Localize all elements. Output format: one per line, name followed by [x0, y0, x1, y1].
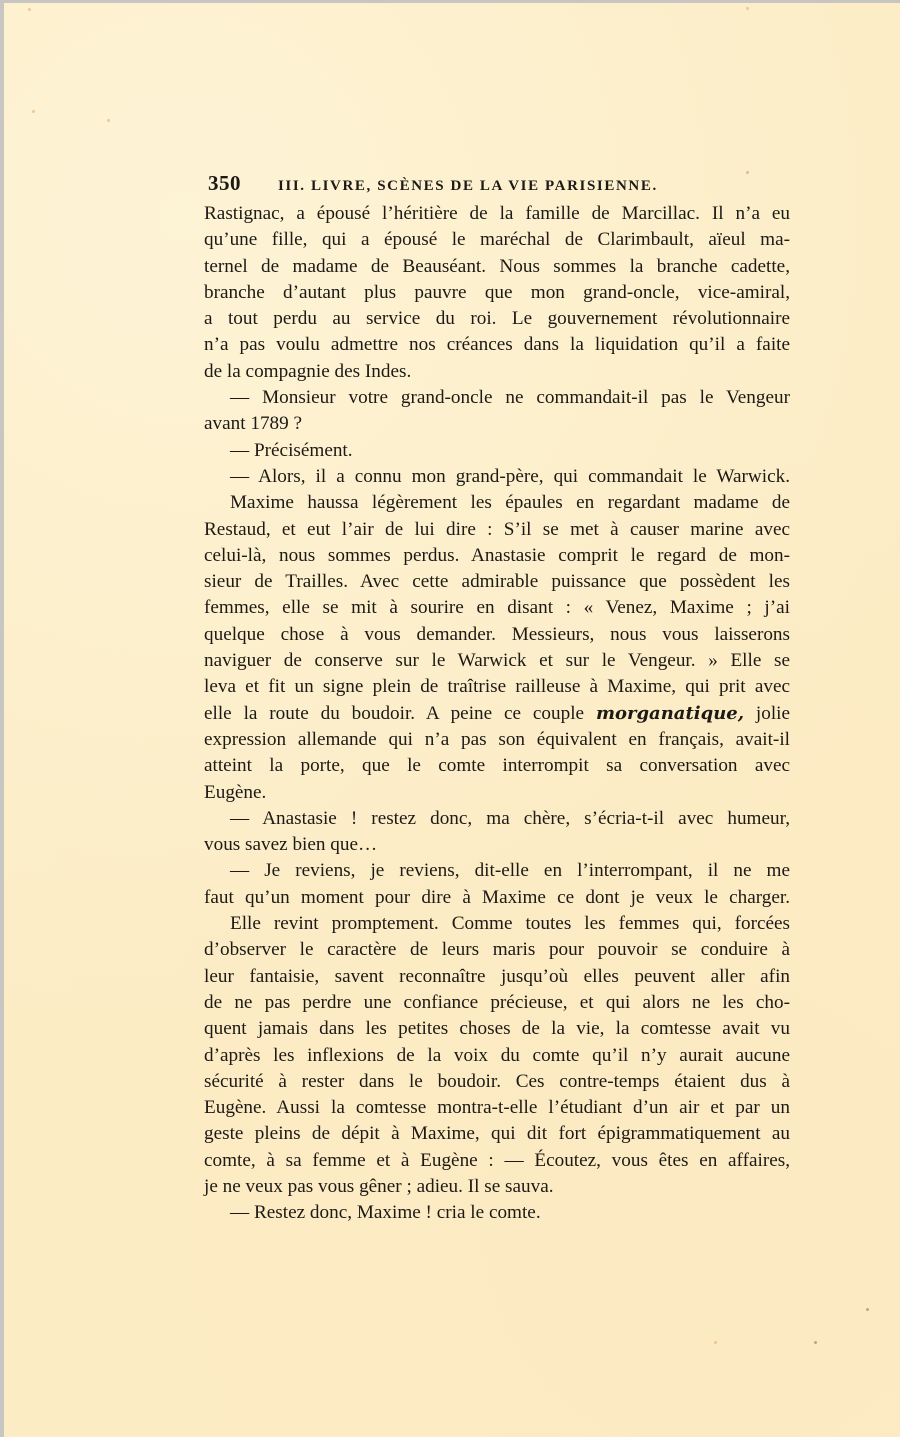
text-line: naviguer de conserve sur le Warwick et sur le Vengeur. » Elle se — [204, 650, 790, 672]
text-line: Rastignac, a épousé l’héritière de la famille de Marcillac. Il n’a eu — [204, 203, 790, 224]
text-line: sécurité à rester dans le boudoir. Ces contre-temps étaient dus à — [204, 1070, 790, 1092]
paper-speck — [28, 8, 31, 11]
paper-speck — [866, 1308, 869, 1311]
book-page — [4, 3, 900, 1437]
text-line: sieur de Trailles. Avec cette admirable puissance que possèdent les — [204, 571, 790, 593]
text-line: leva et fit un signe plein de traîtrise railleuse à Maxime, qui prit avec — [204, 676, 790, 698]
paper-speck — [32, 110, 35, 113]
text-line: quent jamais dans les petites choses de la vie, la comtesse avait vu — [204, 1018, 790, 1040]
text-line: je ne veux pas vous gêner ; adieu. Il se sauva. — [204, 1175, 554, 1197]
text-line: n’a pas voulu admettre nos créances dans la liquidation qu’il a faite — [204, 334, 790, 356]
text-line: vous savez bien que… — [204, 834, 378, 856]
text-line: — Je reviens, je reviens, dit-elle en l’interrompant, il ne me — [230, 860, 790, 882]
text-line: leur fantaisie, savent reconnaître jusqu’où elles peuvent aller afin — [204, 965, 790, 987]
text-run: jolie — [744, 702, 790, 724]
text-line: — Monsieur votre grand-oncle ne commandait-il pas le Vengeur — [230, 387, 790, 409]
text-line: a tout perdu au service du roi. Le gouvernement révolutionnaire — [204, 308, 790, 330]
text-line: quelque chose à vous demander. Messieurs, nous vous laisserons — [204, 623, 790, 645]
page-number: 350 — [208, 171, 241, 195]
paper-speck — [814, 1341, 817, 1344]
text-line: branche d’autant plus pauvre que mon grand-oncle, vice-amiral, — [204, 281, 790, 303]
text-line: d’après les inflexions de la voix du comte qu’il n’y aurait aucune — [204, 1044, 790, 1066]
text-line: qu’une fille, qui a épousé le maréchal de Clarimbault, aïeul ma- — [204, 229, 790, 251]
text-line: atteint la porte, que le comte interrompit sa conversation avec — [204, 755, 790, 777]
text-line: femmes, elle se mit à sourire en disant : « Venez, Maxime ; j’ai — [204, 597, 790, 619]
text-line: de ne pas perdre une confiance précieuse, et qui alors ne les cho- — [204, 991, 790, 1013]
text-run: elle la route du boudoir. A peine ce couple — [204, 702, 596, 724]
text-line: avant 1789 ? — [204, 413, 303, 435]
text-line: ternel de madame de Beauséant. Nous sommes la branche cadette, — [204, 255, 790, 277]
text-line: geste pleins de dépit à Maxime, qui dit fort épigrammatiquement au — [204, 1123, 790, 1145]
paper-speck — [714, 1341, 717, 1344]
running-head — [204, 171, 792, 201]
text-line: Restaud, et eut l’air de lui dire : S’il se met à causer marine avec — [204, 518, 790, 540]
text-line: comte, à sa femme et à Eugène : — Écoutez, vous êtes en affaires, — [204, 1149, 790, 1171]
body-text — [204, 201, 792, 1227]
text-line: Eugène. — [204, 781, 267, 803]
text-line: de la compagnie des Indes. — [204, 360, 412, 382]
text-block — [204, 171, 792, 1227]
text-line: Elle revint promptement. Comme toutes les femmes qui, forcées — [230, 913, 790, 935]
text-line: — Précisément. — [230, 439, 353, 461]
text-line: faut qu’un moment pour dire à Maxime ce dont je veux le charger. — [204, 886, 790, 908]
running-title: III. LIVRE, SCÈNES DE LA VIE PARISIENNE. — [278, 178, 658, 194]
paper-speck — [746, 7, 749, 10]
text-line: d’observer le caractère de leurs maris pour pouvoir se conduire à — [204, 939, 790, 961]
text-line: expression allemande qui n’a pas son équivalent en français, avait-il — [204, 728, 790, 750]
text-line: — Alors, il a connu mon grand-père, qui commandait le Warwick. — [230, 465, 790, 487]
text-line: — Anastasie ! restez donc, ma chère, s’écria-t-il avec humeur, — [230, 807, 790, 829]
italic-word: morganatique, — [595, 702, 745, 724]
text-line: Maxime haussa légèrement les épaules en regardant madame de — [230, 492, 790, 514]
text-line: celui-là, nous sommes perdus. Anastasie comprit le regard de mon- — [204, 544, 790, 566]
text-line: Eugène. Aussi la comtesse montra-t-elle l’étudiant d’un air et par un — [204, 1097, 790, 1119]
text-line: — Restez donc, Maxime ! cria le comte. — [230, 1202, 541, 1224]
text-line — [204, 701, 790, 727]
paper-speck — [107, 119, 110, 122]
